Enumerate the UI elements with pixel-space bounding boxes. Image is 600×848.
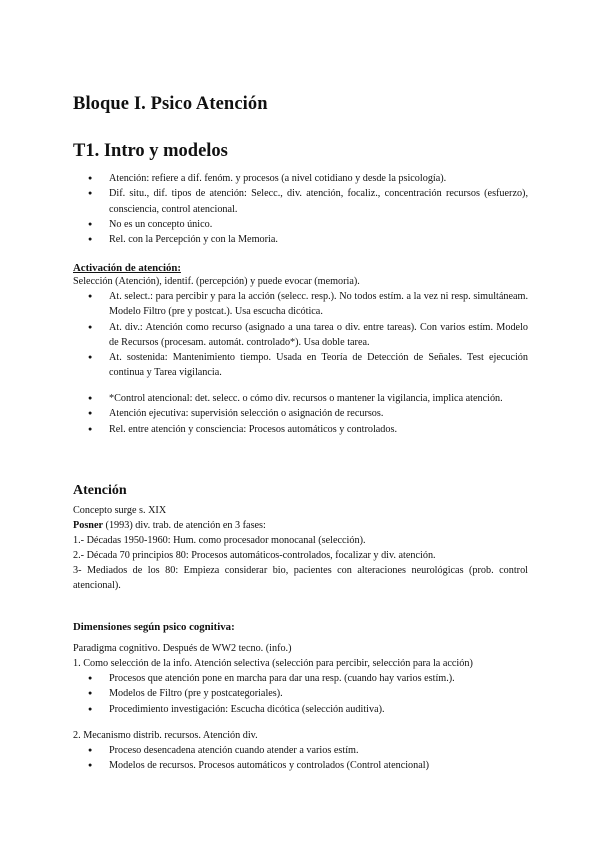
section-heading-atencion: Atención: [73, 483, 127, 498]
activacion-bullet-list: [73, 289, 528, 381]
list-item: ● At. div.: Atención como recurso (asignado a una tarea o div. entre tareas). Con varios estím. Modelo de Recursos (procesam. automát. controlado*). Usa doble tarea.: [73, 320, 528, 351]
list-item: ● Atención ejecutiva: supervisión selección o asignación de recursos.: [73, 406, 528, 421]
activacion-heading: Activación de atención:: [73, 262, 181, 274]
dimensiones-bullet-list-2: [73, 743, 528, 774]
list-item: ● Proceso desencadena atención cuando atender a varios estím.: [73, 743, 528, 758]
section-heading-t1: T1. Intro y modelos: [73, 141, 228, 161]
list-item: ● Modelos de Filtro (pre y postcategoriales).: [73, 686, 528, 701]
list-item: ● No es un concepto único.: [73, 217, 528, 232]
atencion-line: 1.- Décadas 1950-1960: Hum. como procesador monocanal (selección).: [73, 535, 366, 546]
list-item: ● At. sostenida: Mantenimiento tiempo. Usada en Teoría de Detección de Señales. Test ejecución continua y Tarea vigilancia.: [73, 350, 528, 381]
list-item: ● Rel. con la Percepción y con la Memoria.: [73, 232, 528, 247]
activacion-bullet-list-2: [73, 391, 528, 437]
list-item: ● Procesos que atención pone en marcha para dar una resp. (cuando hay varios estím.).: [73, 671, 528, 686]
dimensiones-heading: Dimensiones según psico cognitiva:: [73, 621, 235, 633]
list-item: ● Procedimiento investigación: Escucha dicótica (selección auditiva).: [73, 702, 528, 717]
list-item: ● Dif. situ., dif. tipos de atención: Selecc., div. atención, focaliz., concentración recursos (esfuerzo), consciencia, control atencional.: [73, 186, 528, 217]
atencion-posner-line: [73, 518, 266, 533]
dimensiones-item-1: 1. Como selección de la info. Atención selectiva (selección para percibir, selección para la acción): [73, 658, 473, 669]
dimensiones-bullet-list-1: [73, 671, 528, 717]
list-item: ● *Control atencional: det. selecc. o cómo div. recursos o mantener la vigilancia, implica atención.: [73, 391, 528, 406]
atencion-line: atencional).: [73, 580, 121, 591]
list-item: ● Rel. entre atención y consciencia: Procesos automáticos y controlados.: [73, 422, 528, 437]
list-item: ● At. select.: para percibir y para la acción (selecc. resp.). No todos estím. a la vez ni resp. simultáneam. Modelo Filtro (pre y postcat.). Usa escucha dicótica.: [73, 289, 528, 320]
t1-bullet-list: [73, 171, 528, 247]
posner-text: (1993) div. trab. de atención en 3 fases:: [103, 520, 266, 531]
atencion-line: 3- Mediados de los 80: Empieza considerar bio, pacientes con alteraciones neurológicas (prob. control: [73, 565, 528, 576]
list-item: ● Atención: refiere a dif. fenóm. y procesos (a nivel cotidiano y desde la psicología).: [73, 171, 528, 186]
dimensiones-item-2: 2. Mecanismo distrib. recursos. Atención div.: [73, 730, 258, 741]
activacion-intro: Selección (Atención), identif. (percepción) y puede evocar (memoria).: [73, 276, 360, 287]
posner-name: Posner: [73, 520, 103, 531]
document-title: Bloque I. Psico Atención: [73, 94, 268, 114]
atencion-line: 2.- Década 70 principios 80: Procesos automáticos-controlados, focalizar y div. atención.: [73, 550, 436, 561]
dimensiones-line: Paradigma cognitivo. Después de WW2 tecno. (info.): [73, 643, 292, 654]
list-item: ● Modelos de recursos. Procesos automáticos y controlados (Control atencional): [73, 758, 528, 773]
atencion-line: Concepto surge s. XIX: [73, 505, 167, 516]
